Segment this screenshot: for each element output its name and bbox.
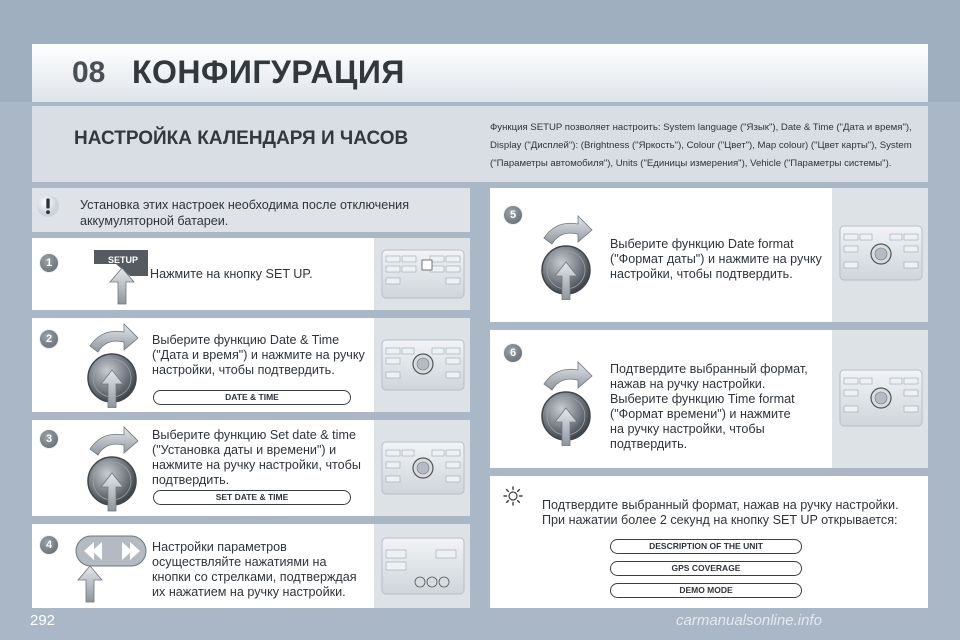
rotate-knob-illustration [534,360,600,446]
setup-button-label: SETUP [108,255,139,265]
chapter-number: 08 [72,56,106,89]
radio-knob-thumbnail [374,318,470,412]
step-5-thumbnail [832,188,928,322]
step-6-thumbnail [832,330,928,468]
arrow-keys-thumbnail [374,524,470,608]
step-5-badge: 5 [504,206,522,224]
menu-pill-set-date-time[interactable]: SET DATE & TIME [153,490,351,505]
rotate-arrow-icon [90,427,138,455]
step-6-text: Подтвердите выбранный формат, нажав на ручку настройки. Выберите функцию Time format ("Формат времени") и нажмите на ручку настройки, чтобы подтвердить. [610,362,808,451]
sun-tip-icon [503,486,523,506]
step-2-badge: 2 [40,330,58,348]
section-title: НАСТРОЙКА КАЛЕНДАРЯ И ЧАСОВ [74,128,409,149]
rotate-arrow-icon [544,362,592,390]
step-4-text: Настройки параметров осуществляйте нажатиями на кнопки со стрелками, подтверждая их нажатием на ручку настройки. [152,540,357,599]
arrow-keys-illustration [72,528,152,604]
tip-text: Подтвердите выбранный формат, нажав на ручку настройки. При нажатии более 2 секунд на кнопку SET UP открывается: [542,498,899,527]
page-number: 292 [30,612,56,629]
step-1-text: Нажмите на кнопку SET UP. [150,267,313,281]
step-4-badge: 4 [40,536,58,554]
setup-button-illustration [92,244,152,306]
page-title: КОНФИГУРАЦИЯ [132,54,405,90]
rotate-arrow-icon [544,216,592,244]
radio-unit-thumbnail [374,238,470,310]
press-arrow-icon [78,566,102,602]
menu-pill-gps-coverage[interactable]: GPS COVERAGE [610,561,802,576]
watermark: carmanualsonline.info [676,612,822,629]
step-6-badge: 6 [504,344,522,362]
menu-pill-demo-mode[interactable]: DEMO MODE [610,583,802,598]
menu-pill-date-time[interactable]: DATE & TIME [153,390,351,405]
rotate-arrow-icon [90,324,138,352]
step-5-text: Выберите функцию Date format ("Формат даты") и нажмите на ручку настройки, чтобы подтвердить. [610,237,822,281]
radio-knob-thumbnail [832,330,928,468]
rotate-knob-illustration [534,214,600,300]
step-1-badge: 1 [40,254,58,272]
menu-pill-description[interactable]: DESCRIPTION OF THE UNIT [610,539,802,554]
step-3-badge: 3 [40,430,58,448]
rotate-knob-illustration [80,424,146,512]
note-text: Установка этих настроек необходима после отключения аккумуляторной батареи. [80,198,410,228]
step-4-thumbnail [374,524,470,608]
step-3-text: Выберите функцию Set date & time ("Установка даты и времени") и нажмите на ручку настройки, чтобы подтвердить. [152,428,361,487]
radio-knob-thumbnail [374,420,470,516]
intro-text: Функция SETUP позволяет настроить: System language ("Язык"), Date & Time ("Дата и время"), Display ("Дисплей"): (Brightness ("Яркость"), Colour ("Цвет"), Map colour) ("Цвет карты"), System ("Параметры автомобиля"), Units ("Единицы измерения"), Vehicle ("Параметры системы"). [490,122,912,169]
step-2-thumbnail [374,318,470,412]
step-1-thumbnail [374,238,470,310]
rotate-knob-illustration [80,322,146,408]
step-2-text: Выберите функцию Date & Time ("Дата и время") и нажмите на ручку настройки, чтобы подтвердить. [152,333,365,377]
radio-knob-thumbnail [832,188,928,322]
step-3-thumbnail [374,420,470,516]
exclamation-icon [36,194,60,218]
